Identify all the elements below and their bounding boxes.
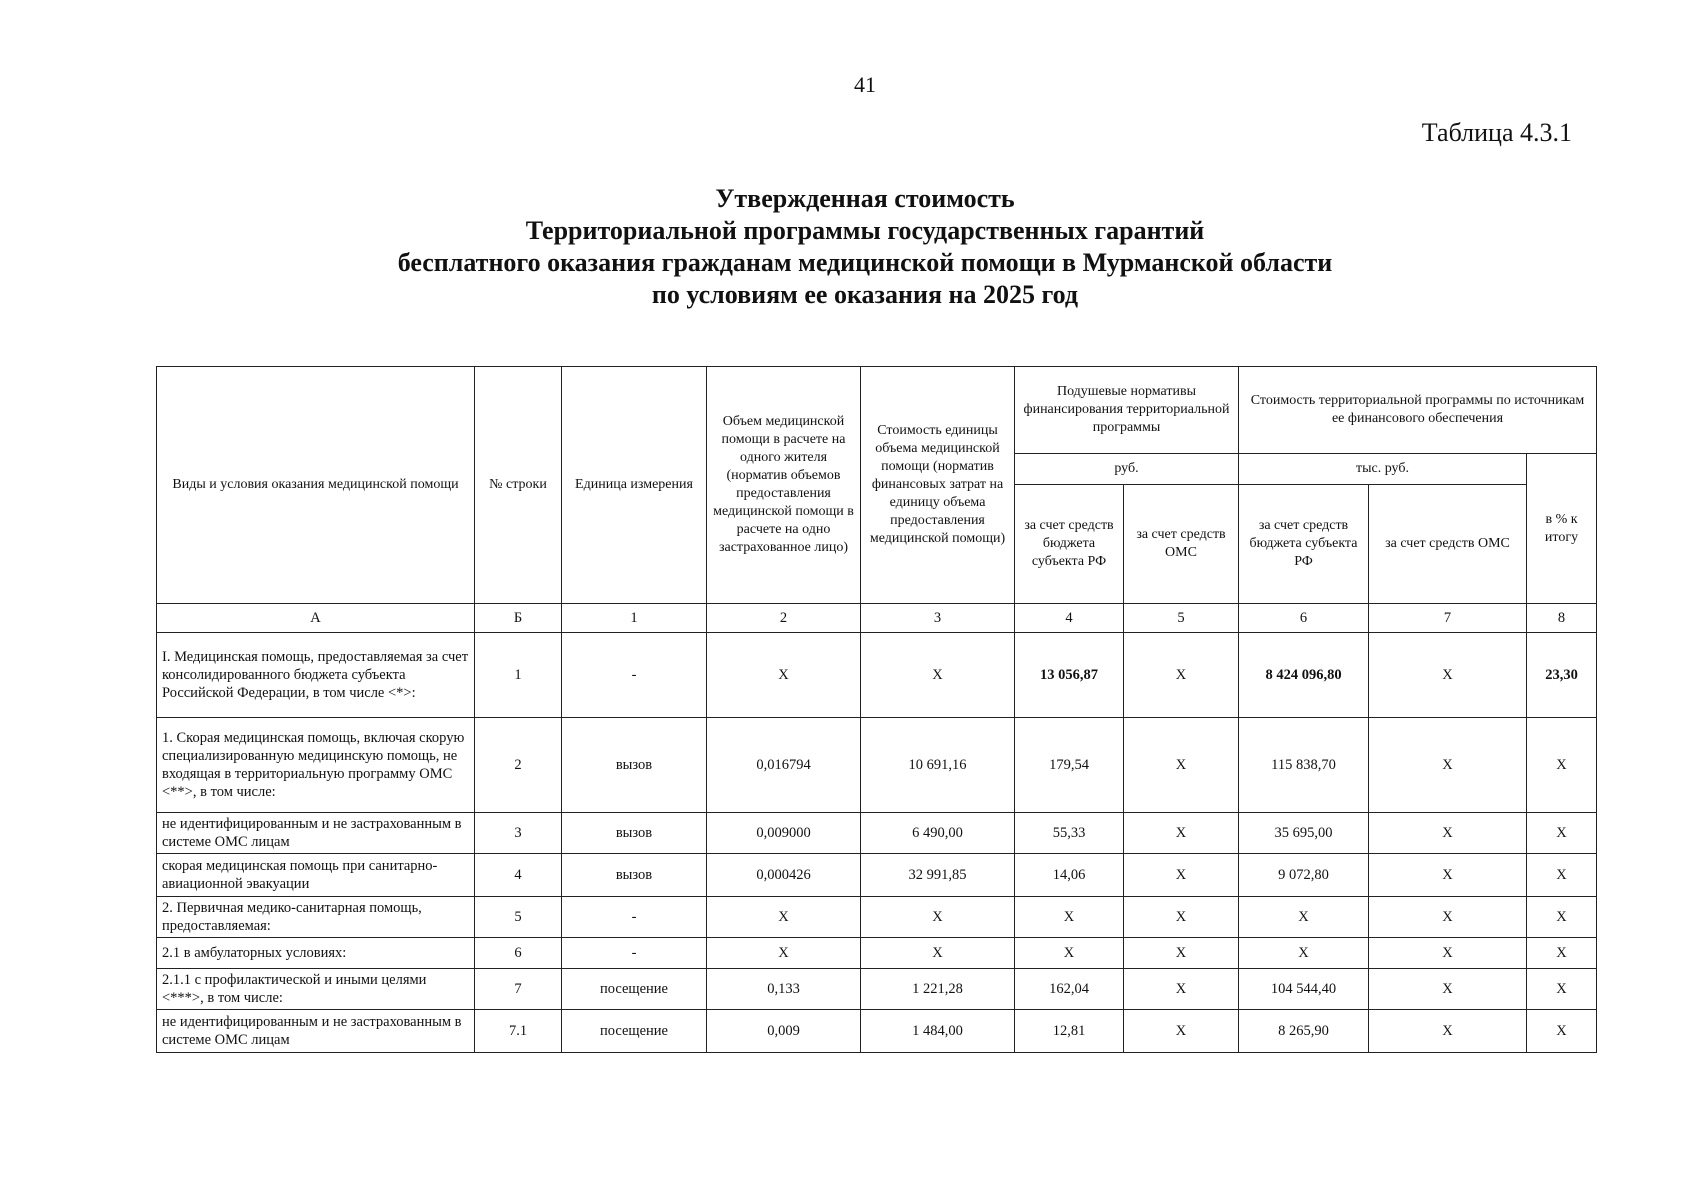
row-per-oms: Х bbox=[1124, 633, 1239, 718]
row-unit: - bbox=[562, 897, 707, 938]
row-volume: Х bbox=[707, 938, 861, 969]
cost-table bbox=[156, 366, 1597, 1053]
header-oms: за счет средств ОМС bbox=[1124, 485, 1239, 604]
row-cost-oms: Х bbox=[1369, 633, 1527, 718]
row-unit: вызов bbox=[562, 813, 707, 854]
row-number: 4 bbox=[475, 854, 562, 897]
row-per-budget: 13 056,87 bbox=[1015, 633, 1124, 718]
table-row bbox=[157, 854, 1597, 897]
row-cost: 1 484,00 bbox=[861, 1010, 1015, 1053]
row-unit: - bbox=[562, 938, 707, 969]
column-letter: 4 bbox=[1015, 604, 1124, 633]
row-percent: Х bbox=[1527, 1010, 1597, 1053]
row-name: 1. Скорая медицинская помощь, включая скорую специализированную медицинскую помощь, не входящая в территориальную программу ОМС <**>, в том числе: bbox=[157, 718, 475, 813]
table-row bbox=[157, 969, 1597, 1010]
row-volume: 0,133 bbox=[707, 969, 861, 1010]
row-number: 7 bbox=[475, 969, 562, 1010]
table-row bbox=[157, 897, 1597, 938]
row-cost-budget: Х bbox=[1239, 897, 1369, 938]
row-cost-budget: 9 072,80 bbox=[1239, 854, 1369, 897]
row-number: 3 bbox=[475, 813, 562, 854]
row-cost: Х bbox=[861, 633, 1015, 718]
row-name: 2.1 в амбулаторных условиях: bbox=[157, 938, 475, 969]
row-cost: 10 691,16 bbox=[861, 718, 1015, 813]
row-number: 5 bbox=[475, 897, 562, 938]
row-per-oms: Х bbox=[1124, 969, 1239, 1010]
column-letter: 3 bbox=[861, 604, 1015, 633]
column-letter: 5 bbox=[1124, 604, 1239, 633]
row-name: 2.1.1 с профилактической и иными целями <***>, в том числе: bbox=[157, 969, 475, 1010]
row-per-oms: Х bbox=[1124, 897, 1239, 938]
row-unit: вызов bbox=[562, 854, 707, 897]
row-cost-budget: 104 544,40 bbox=[1239, 969, 1369, 1010]
row-per-budget: Х bbox=[1015, 938, 1124, 969]
row-per-budget: 55,33 bbox=[1015, 813, 1124, 854]
row-percent: Х bbox=[1527, 854, 1597, 897]
header-thousand-rub: тыс. руб. bbox=[1239, 454, 1527, 485]
row-percent: Х bbox=[1527, 969, 1597, 1010]
row-unit: вызов bbox=[562, 718, 707, 813]
row-cost: 6 490,00 bbox=[861, 813, 1015, 854]
header-row-number: № строки bbox=[475, 367, 562, 604]
header-budget-rf: за счет средств бюджета субъекта РФ bbox=[1015, 485, 1124, 604]
title-line: по условиям ее оказания на 2025 год bbox=[651, 280, 1079, 309]
header-unit-cost: Стоимость единицы объема медицинской помощи (норматив финансовых затрат на единицу объема предоставления медицинской помощи) bbox=[861, 367, 1015, 604]
header-unit: Единица измерения bbox=[562, 367, 707, 604]
row-per-budget: 162,04 bbox=[1015, 969, 1124, 1010]
row-cost-budget: 115 838,70 bbox=[1239, 718, 1369, 813]
row-volume: Х bbox=[707, 633, 861, 718]
row-cost-oms: Х bbox=[1369, 897, 1527, 938]
row-percent: Х bbox=[1527, 813, 1597, 854]
row-volume: Х bbox=[707, 897, 861, 938]
row-cost-oms: Х bbox=[1369, 969, 1527, 1010]
table-row bbox=[157, 938, 1597, 969]
row-cost: Х bbox=[861, 938, 1015, 969]
column-letter: 7 bbox=[1369, 604, 1527, 633]
row-cost: 32 991,85 bbox=[861, 854, 1015, 897]
column-letter: 2 bbox=[707, 604, 861, 633]
header-per-capita: Подушевые нормативы финансирования территориальной программы bbox=[1015, 367, 1239, 454]
header-oms-cost: за счет средств ОМС bbox=[1369, 485, 1527, 604]
row-cost-oms: Х bbox=[1369, 938, 1527, 969]
row-percent: Х bbox=[1527, 718, 1597, 813]
row-cost-budget: 8 265,90 bbox=[1239, 1010, 1369, 1053]
row-name: I. Медицинская помощь, предоставляемая за счет консолидированного бюджета субъекта Российской Федерации, в том числе <*>: bbox=[157, 633, 475, 718]
row-name: 2. Первичная медико-санитарная помощь, предоставляемая: bbox=[157, 897, 475, 938]
table-body bbox=[157, 633, 1597, 1053]
header-rub: руб. bbox=[1015, 454, 1239, 485]
row-volume: 0,009 bbox=[707, 1010, 861, 1053]
title-line: Утвержденная стоимость bbox=[715, 184, 1015, 213]
row-name: не идентифицированным и не застрахованным в системе ОМС лицам bbox=[157, 813, 475, 854]
row-unit: посещение bbox=[562, 969, 707, 1010]
table-label: Таблица 4.3.1 bbox=[1421, 118, 1572, 147]
table-row bbox=[157, 1010, 1597, 1053]
row-number: 2 bbox=[475, 718, 562, 813]
row-cost-budget: 35 695,00 bbox=[1239, 813, 1369, 854]
row-cost-oms: Х bbox=[1369, 1010, 1527, 1053]
row-number: 6 bbox=[475, 938, 562, 969]
row-number: 7.1 bbox=[475, 1010, 562, 1053]
row-cost-budget: 8 424 096,80 bbox=[1239, 633, 1369, 718]
header-kinds: Виды и условия оказания медицинской помощи bbox=[157, 367, 475, 604]
header-volume: Объем медицинской помощи в расчете на одного жителя (норматив объемов предоставления медицинской помощи в расчете на одно застрахованное лицо) bbox=[707, 367, 861, 604]
row-per-oms: Х bbox=[1124, 854, 1239, 897]
document-title bbox=[0, 183, 1697, 311]
row-per-budget: Х bbox=[1015, 897, 1124, 938]
row-cost-oms: Х bbox=[1369, 813, 1527, 854]
row-name: скорая медицинская помощь при санитарно-авиационной эвакуации bbox=[157, 854, 475, 897]
table-row bbox=[157, 633, 1597, 718]
row-name: не идентифицированным и не застрахованным в системе ОМС лицам bbox=[157, 1010, 475, 1053]
column-letters-row bbox=[157, 604, 1597, 633]
row-per-budget: 12,81 bbox=[1015, 1010, 1124, 1053]
title-line: бесплатного оказания гражданам медицинской помощи в Мурманской области bbox=[397, 248, 1333, 277]
row-percent: 23,30 bbox=[1527, 633, 1597, 718]
row-cost-oms: Х bbox=[1369, 718, 1527, 813]
row-volume: 0,009000 bbox=[707, 813, 861, 854]
row-per-oms: Х bbox=[1124, 813, 1239, 854]
column-letter: Б bbox=[475, 604, 562, 633]
row-percent: Х bbox=[1527, 938, 1597, 969]
row-percent: Х bbox=[1527, 897, 1597, 938]
page-number: 41 bbox=[854, 72, 876, 97]
row-cost-oms: Х bbox=[1369, 854, 1527, 897]
header-program-cost: Стоимость территориальной программы по источникам ее финансового обеспечения bbox=[1239, 367, 1597, 454]
title-line: Территориальной программы государственных гарантий bbox=[525, 216, 1205, 245]
row-volume: 0,000426 bbox=[707, 854, 861, 897]
row-cost: Х bbox=[861, 897, 1015, 938]
row-unit: посещение bbox=[562, 1010, 707, 1053]
column-letter: 1 bbox=[562, 604, 707, 633]
table-row bbox=[157, 718, 1597, 813]
row-cost-budget: Х bbox=[1239, 938, 1369, 969]
column-letter: 6 bbox=[1239, 604, 1369, 633]
row-cost: 1 221,28 bbox=[861, 969, 1015, 1010]
row-per-oms: Х bbox=[1124, 1010, 1239, 1053]
column-letter: 8 bbox=[1527, 604, 1597, 633]
row-per-oms: Х bbox=[1124, 718, 1239, 813]
row-per-oms: Х bbox=[1124, 938, 1239, 969]
header-percent: в % к итогу bbox=[1527, 454, 1597, 604]
row-per-budget: 179,54 bbox=[1015, 718, 1124, 813]
table-row bbox=[157, 813, 1597, 854]
table-header bbox=[157, 367, 1597, 633]
row-unit: - bbox=[562, 633, 707, 718]
row-per-budget: 14,06 bbox=[1015, 854, 1124, 897]
header-budget-rf-cost: за счет средств бюджета субъекта РФ bbox=[1239, 485, 1369, 604]
row-volume: 0,016794 bbox=[707, 718, 861, 813]
column-letter: А bbox=[157, 604, 475, 633]
row-number: 1 bbox=[475, 633, 562, 718]
